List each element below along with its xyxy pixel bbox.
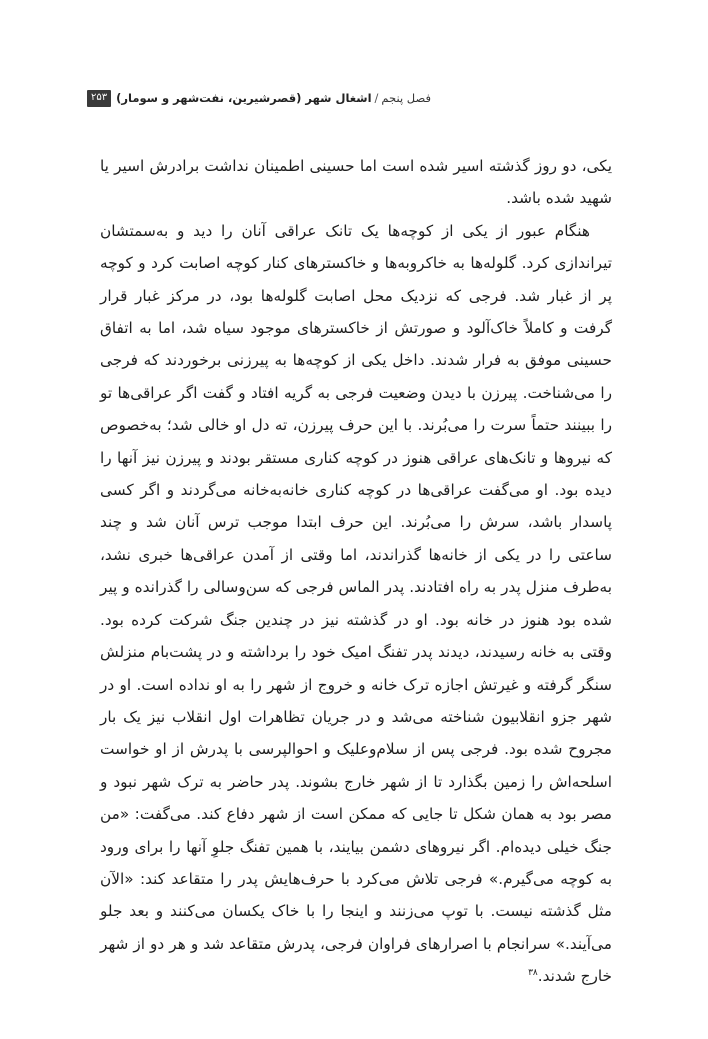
body-text [100, 150, 612, 993]
paragraph [100, 215, 612, 993]
chapter-label: فصل پنجم [381, 91, 431, 105]
page-number-badge: ۲۵۳ [87, 90, 111, 107]
paragraph [100, 150, 612, 215]
paragraph-text: یکی، دو روز گذشته اسیر شده است اما حسینی اطمینان نداشت برادرش اسیر یا شهید شده باشد. [100, 157, 612, 208]
footnote-reference[interactable]: ۳۸ [528, 968, 538, 979]
running-header [91, 84, 437, 112]
section-title: اشغال شهر (قصرشیرین، نفت‌شهر و سومار) [116, 91, 372, 105]
header-separator: / [374, 91, 379, 105]
paragraph-text: هنگام عبور از یکی از کوچه‌ها یک تانک عراقی آنان را دید و به‌سمتشان تیراندازی کرد. گلوله‌ها به خاکروبه‌ها و خاکسترهای کنار کوچه اصابت کرد و کوچه پر از غبار شد. فرجی که نزدیک محل اصابت گلوله‌ها بود، در مرکز غبار قرار گرفت و کاملاً خاک‌آلود و صورتش از خاکسترهای موجود سیاه شد، اما به اتفاق حسینی موفق به فرار شدند. داخل یکی از کوچه‌ها به پیرزنی برخوردند که فرجی را می‌شناخت. پیرزن با دیدن وضعیت فرجی به گریه افتاد و گفت اگر عراقی‌ها تو را ببینند حتماً سرت را می‌بُرند. با این حرف پیرزن، ته دل او خالی شد؛ به‌خصوص که نیروها و تانک‌های عراقی هنوز در کوچه کناری مستقر بودند و پیرزن نیز آنها را دیده بود. او می‌گفت عراقی‌ها در کوچه کناری خانه‌به‌خانه می‌گردند و اگر کسی پاسدار باشد، سرش را می‌بُرند. این حرف ابتدا موجب ترس آنان شد و چند ساعتی را در یکی از خانه‌ها گذراندند، اما وقتی از آمدن عراقی‌ها خبری نشد، به‌طرف منزل پدر به راه افتادند. پدر الماس فرجی که سن‌وسالی را گذرانده و پیر شده بود هنوز در خانه بود. او در گذشته نیز در چندین جنگ شرکت کرده بود. وقتی به خانه رسیدند، دیدند پدر تفنگ امیک خود را برداشته و در پشت‌بام منزلش سنگر گرفته و غیرتش اجازه ترک خانه و خروج از شهر را به او نداده است. او در شهر جزو انقلابیون شناخته می‌شد و در جریان تظاهرات اول انقلاب نیز یک بار مجروح شده بود. فرجی پس از سلام‌وعلیک و احوالپرسی با پدرش از او خواست اسلحه‌اش را زمین بگذارد تا از شهر خارج بشوند. پدر حاضر به ترک شهر نبود و مصر بود به همان شکل تا جایی که ممکن است از شهر دفاع کند. می‌گفت: «من جنگ خیلی دیده‌ام. اگر نیروهای دشمن بیایند، با همین تفنگ جلوِ آنها را برای ورود به کوچه می‌گیرم.» فرجی تلاش می‌کرد با حرف‌هایش پدر را متقاعد کند: «الآن مثل گذشته نیست. با توپ می‌زنند و اینجا را با خاک یکسان می‌کنند و بعد جلو می‌آیند.» سرانجام با اصرارهای فراوان فرجی، پدرش متقاعد شد و هر دو از شهر خارج شدند. [100, 221, 612, 986]
